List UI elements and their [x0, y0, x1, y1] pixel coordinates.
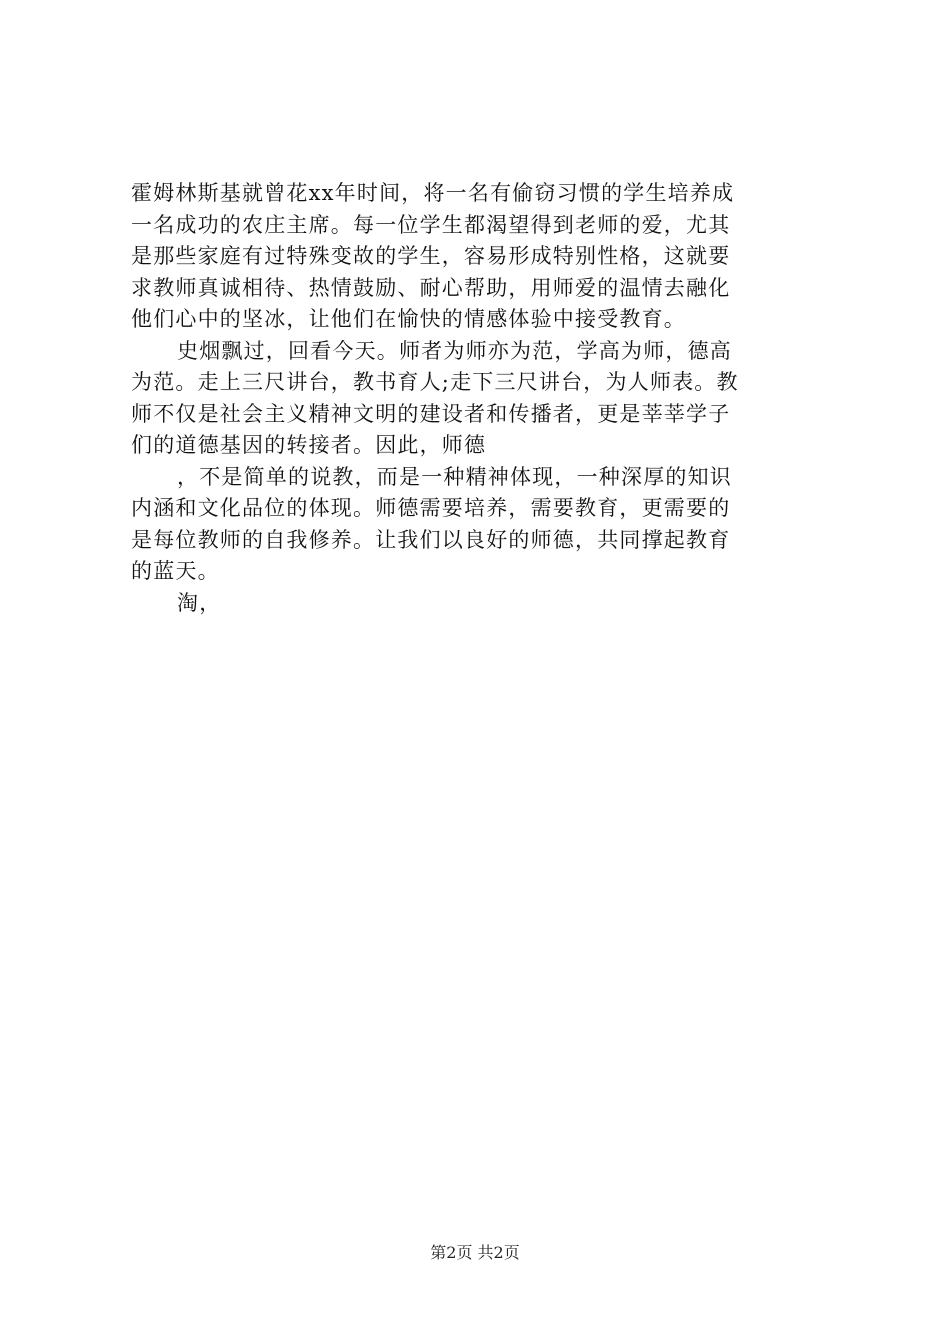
- text-line: ，不是简单的说教，而是一种精神体现，一种深厚的知识: [177, 464, 732, 489]
- text-line: 求教师真诚相待、热情鼓励、耐心帮助，用师爱的温情去融化: [131, 275, 731, 300]
- text-line: 师不仅是社会主义精神文明的建设者和传播者，更是莘莘学子: [131, 401, 731, 426]
- page-number: 第2页 共2页: [430, 1243, 520, 1262]
- text-line: 一名成功的农庄主席。每一位学生都渴望得到老师的爱，尤其: [131, 212, 731, 237]
- text-line: 内涵和文化品位的体现。师德需要培养，需要教育，更需要的: [131, 496, 731, 520]
- text-line: 史烟飘过，回看今天。师者为师亦为范，学高为师，德高: [177, 338, 732, 363]
- page-footer: [0, 1243, 950, 1263]
- text-line: 他们心中的坚冰，让他们在愉快的情感体验中接受教育。: [131, 307, 686, 331]
- body-text: [131, 178, 831, 619]
- text-line: 淘，: [177, 590, 222, 615]
- text-line: 是每位教师的自我修养。让我们以良好的师德，共同撑起教育: [131, 527, 731, 552]
- text-line: 为范。走上三尺讲台，教书育人;走下三尺讲台，为人师表。教: [131, 370, 739, 394]
- text-line: 们的道德基因的转接者。因此，师德: [131, 433, 487, 457]
- text-line: 的蓝天。: [131, 559, 220, 583]
- text-line: 霍姆林斯基就曾花xx年时间，将一名有偷窃习惯的学生培养成: [131, 181, 735, 205]
- text-line: 是那些家庭有过特殊变故的学生，容易形成特别性格，这就要: [131, 244, 731, 268]
